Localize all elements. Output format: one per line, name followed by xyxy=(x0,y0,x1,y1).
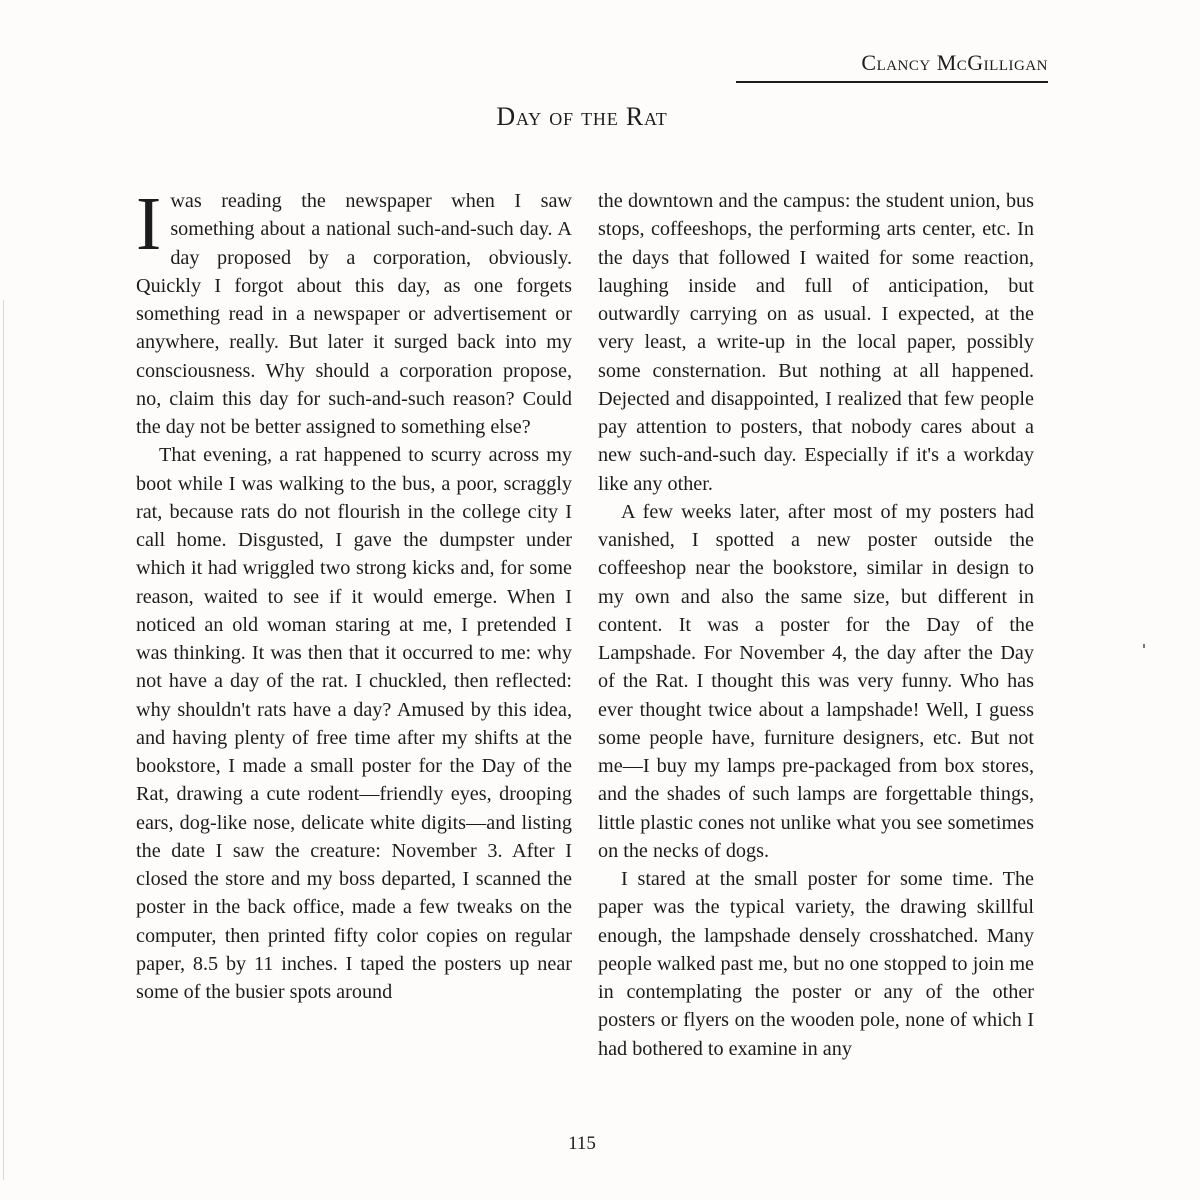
right-text-column xyxy=(598,187,1034,1063)
paragraph-staring: I stared at the small poster for some time. The paper was the typical variety, the drawing skillful enough, the lampshade densely crosshatched. Many people walked past me, but no one stopped to join me in contemplating the poster or any of the other posters or flyers on the wooden pole, none of which I had bothered to examine in any xyxy=(598,868,1034,1060)
opening-paragraph-text: was reading the newspaper when I saw something about a national such-and-such day. A day proposed by a corporation, obviously. Quickly I forgot about this day, as one forgets something read in a newspaper or advertisement or anywhere, really. But later it surged back into my consciousness. Why should a corporation propose, no, claim this day for such-and-such reason? Could the day not be better assigned to something else? xyxy=(136,190,572,438)
scan-edge-shadow xyxy=(3,300,4,1180)
paragraph-lampshade-poster: A few weeks later, after most of my posters had vanished, I spotted a new poster outside the coffeeshop near the bookstore, similar in design to my own and also the same size, but different in content. It was a poster for the Day of the Lampshade. For November 4, the day after the Day of the Rat. I thought this was very funny. Who has ever thought twice about a lampshade! Well, I guess some people have, furniture designers, etc. But not me—I buy my lamps pre-packaged from box stores, and the shades of such lamps are forgettable things, little plastic cones not unlike what you see sometimes on the necks of dogs. xyxy=(598,500,1034,862)
margin-speck xyxy=(1143,644,1145,648)
running-head-author: Clancy McGilligan xyxy=(736,50,1048,83)
left-text-column xyxy=(136,182,572,1006)
paragraph-rat-encounter: That evening, a rat happened to scurry across my boot while I was walking to the bus, a poor, scraggly rat, because rats do not flourish in the college city I call home. Disgusted, I gave the dumpster under which it had wriggled two strong kicks and, for some reason, waited to see if it would emerge. When I noticed an old woman staring at me, I pretended I was thinking. It was then that it occurred to me: why not have a day of the rat. I chuckled, then reflected: why shouldn't rats have a day? Amused by this idea, and having plenty of free time after my shifts at the bookstore, I made a small poster for the Day of the Rat, drawing a cute rodent—friendly eyes, drooping ears, dog-like nose, delicate white digits—and listing the date I saw the creature: November 3. After I closed the store and my boss departed, I scanned the poster in the back office, made a few tweaks on the computer, then printed fifty color copies on regular paper, 8.5 by 11 inches. I taped the posters up near some of the busier spots around xyxy=(136,444,572,1003)
opening-paragraph xyxy=(136,182,572,441)
drop-cap: I xyxy=(136,182,162,266)
paragraph-continuation: the downtown and the campus: the student union, bus stops, coffeeshops, the performing arts center, etc. In the days that followed I waited for some reaction, laughing inside and full of anticipation, but outwardly carrying on as usual. I expected, at the very least, a write-up in the local paper, possibly some consternation. But nothing at all happened. Dejected and disappointed, I realized that few people pay attention to posters, that nobody cares about a new such-and-such day. Especially if it's a workday like any other. xyxy=(598,190,1034,495)
story-title: Day of the Rat xyxy=(496,102,668,131)
page-number: 115 xyxy=(568,1133,596,1154)
